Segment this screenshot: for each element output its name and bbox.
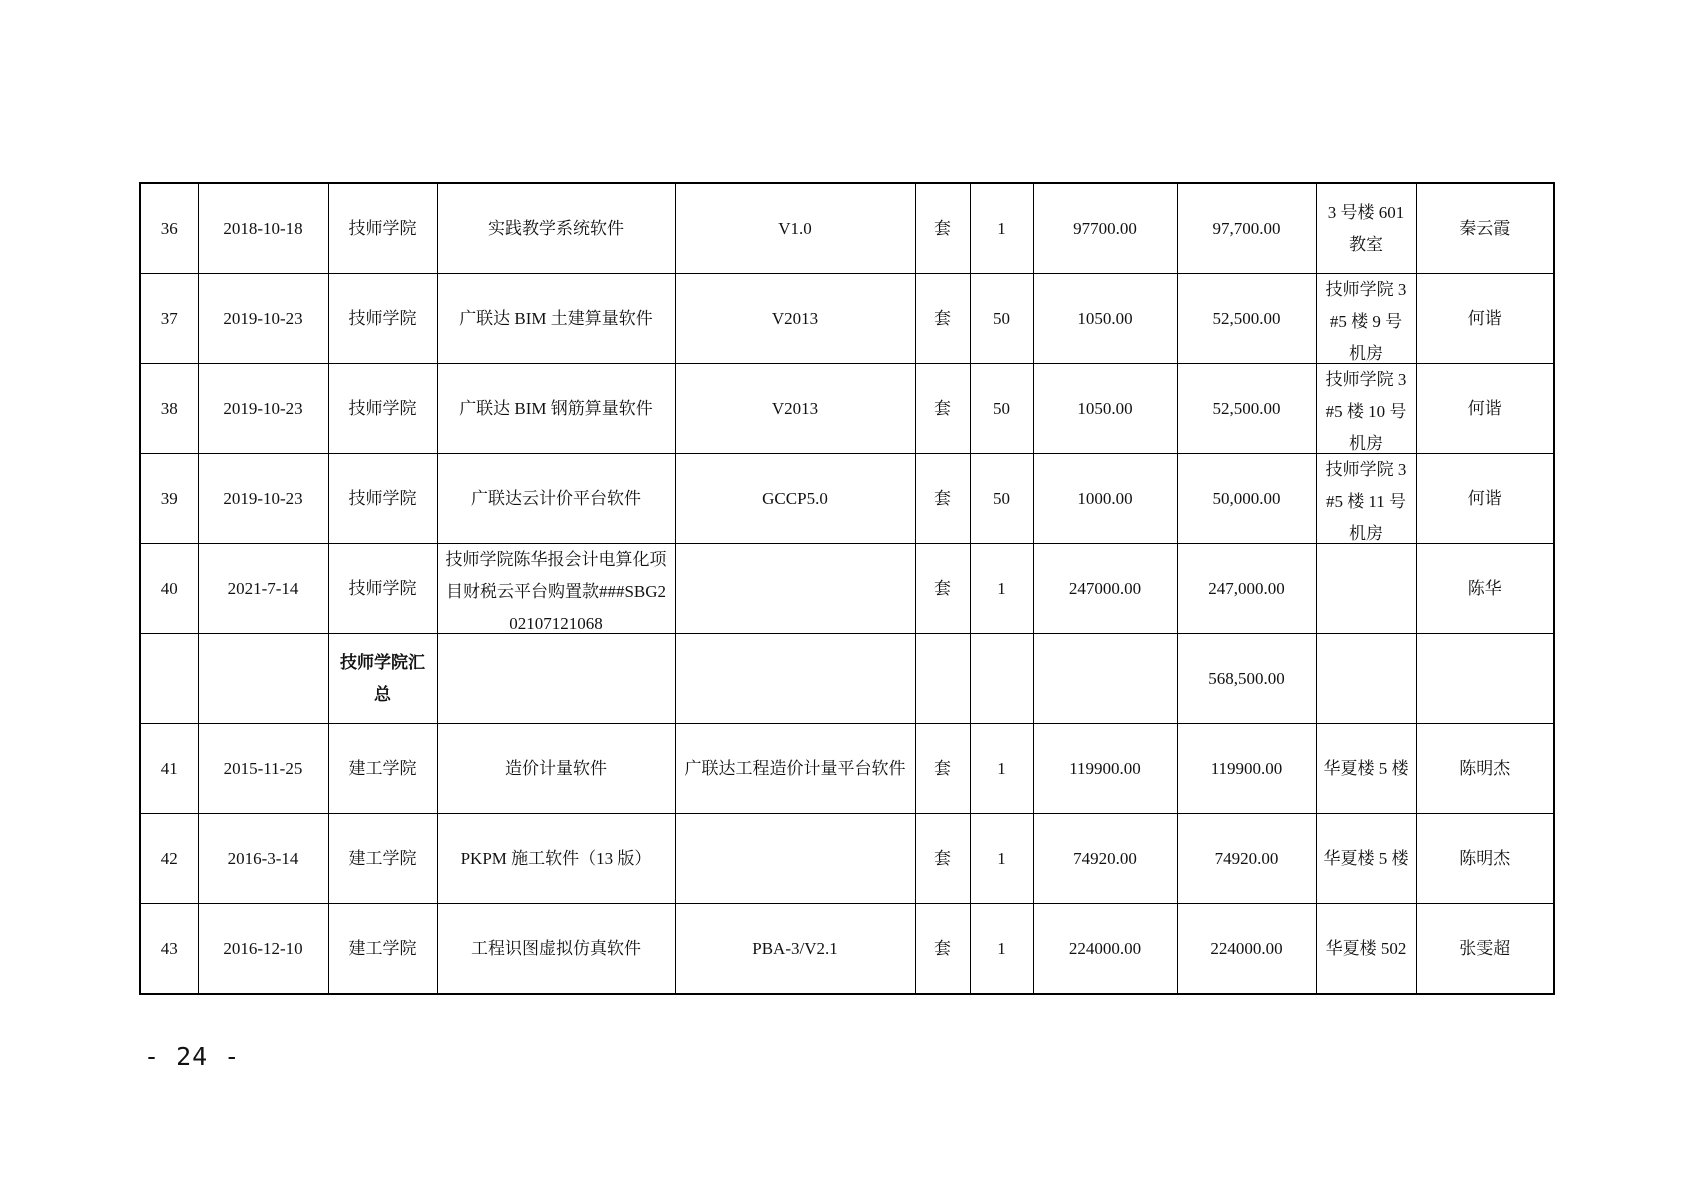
date-cell: 2015-11-25 (198, 724, 328, 814)
department-cell: 技师学院 (328, 454, 437, 544)
location-cell (1316, 364, 1416, 454)
table-row (140, 544, 1554, 634)
page-number: - 24 - (144, 1042, 241, 1071)
software-name-text: 技师学院陈华报会计电算化项目财税云平台购置款###SBG202107121068 (445, 550, 667, 633)
software-name-cell: 造价计量软件 (437, 724, 675, 814)
department-cell: 建工学院 (328, 724, 437, 814)
model-cell (675, 724, 915, 814)
quantity-cell: 50 (970, 454, 1033, 544)
amount-cell: 52,500.00 (1177, 364, 1316, 454)
unit-price-cell: 97700.00 (1033, 183, 1177, 274)
department-cell: 建工学院 (328, 904, 437, 995)
unit-cell: 套 (915, 364, 970, 454)
row-number-cell: 36 (140, 183, 198, 274)
keeper-cell: 陈明杰 (1416, 724, 1554, 814)
location-text: 华夏楼 5 楼 (1323, 848, 1409, 868)
unit-price-cell: 1050.00 (1033, 274, 1177, 364)
keeper-cell: 何谐 (1416, 364, 1554, 454)
table-row (140, 454, 1554, 544)
table-row (140, 814, 1554, 904)
row-number-cell: 40 (140, 544, 198, 634)
model-cell: V2013 (675, 364, 915, 454)
row-number-cell: 42 (140, 814, 198, 904)
amount-cell: 52,500.00 (1177, 274, 1316, 364)
subtotal-label-cell (328, 634, 437, 724)
unit-price-cell: 1000.00 (1033, 454, 1177, 544)
location-cell (1316, 904, 1416, 995)
date-cell: 2018-10-18 (198, 183, 328, 274)
department-cell: 技师学院 (328, 274, 437, 364)
row-number-cell (140, 634, 198, 724)
unit-price-cell: 119900.00 (1033, 724, 1177, 814)
model-text: 广联达工程造价计量平台软件 (684, 758, 906, 778)
row-number-cell: 43 (140, 904, 198, 995)
model-cell: V2013 (675, 274, 915, 364)
date-cell (198, 634, 328, 724)
department-cell: 建工学院 (328, 814, 437, 904)
subtotal-amount-cell: 568,500.00 (1177, 634, 1316, 724)
unit-cell: 套 (915, 814, 970, 904)
location-text: 3 号楼 601 教室 (1327, 202, 1405, 254)
quantity-cell: 1 (970, 814, 1033, 904)
keeper-cell: 陈明杰 (1416, 814, 1554, 904)
model-cell (675, 814, 915, 904)
unit-cell: 套 (915, 544, 970, 634)
row-number-cell: 39 (140, 454, 198, 544)
software-name-cell: 广联达 BIM 钢筋算量软件 (437, 364, 675, 454)
amount-cell: 74920.00 (1177, 814, 1316, 904)
model-cell (675, 634, 915, 724)
quantity-cell: 1 (970, 904, 1033, 995)
keeper-cell (1416, 634, 1554, 724)
keeper-cell: 陈华 (1416, 544, 1554, 634)
date-cell: 2019-10-23 (198, 364, 328, 454)
location-cell (1316, 634, 1416, 724)
table-row (140, 183, 1554, 274)
software-asset-table (139, 182, 1555, 995)
location-cell (1316, 454, 1416, 544)
quantity-cell (970, 634, 1033, 724)
location-cell (1316, 814, 1416, 904)
software-name-cell (437, 544, 675, 634)
date-cell: 2021-7-14 (198, 544, 328, 634)
software-name-cell: 广联达云计价平台软件 (437, 454, 675, 544)
model-cell (675, 544, 915, 634)
department-cell: 技师学院 (328, 364, 437, 454)
table-row (140, 724, 1554, 814)
location-cell (1316, 183, 1416, 274)
date-cell: 2019-10-23 (198, 454, 328, 544)
table-row (140, 274, 1554, 364)
software-name-cell: PKPM 施工软件（13 版） (437, 814, 675, 904)
unit-price-cell (1033, 634, 1177, 724)
subtotal-label: 技师学院汇总 (340, 652, 425, 704)
quantity-cell: 1 (970, 724, 1033, 814)
location-text: 技师学院 3#5 楼 10 号机房 (1325, 370, 1407, 453)
location-text: 华夏楼 502 (1325, 938, 1407, 958)
software-name-cell: 广联达 BIM 土建算量软件 (437, 274, 675, 364)
keeper-cell: 秦云霞 (1416, 183, 1554, 274)
unit-price-cell: 74920.00 (1033, 814, 1177, 904)
location-text: 技师学院 3#5 楼 9 号机房 (1325, 280, 1407, 363)
amount-cell: 247,000.00 (1177, 544, 1316, 634)
location-cell (1316, 274, 1416, 364)
model-cell: V1.0 (675, 183, 915, 274)
unit-cell: 套 (915, 904, 970, 995)
quantity-cell: 50 (970, 274, 1033, 364)
quantity-cell: 1 (970, 544, 1033, 634)
table-row (140, 904, 1554, 995)
unit-cell: 套 (915, 274, 970, 364)
location-text: 技师学院 3#5 楼 11 号机房 (1325, 460, 1407, 543)
unit-price-cell: 1050.00 (1033, 364, 1177, 454)
row-number-cell: 41 (140, 724, 198, 814)
quantity-cell: 50 (970, 364, 1033, 454)
unit-cell: 套 (915, 724, 970, 814)
date-cell: 2019-10-23 (198, 274, 328, 364)
row-number-cell: 38 (140, 364, 198, 454)
unit-cell: 套 (915, 454, 970, 544)
amount-cell: 50,000.00 (1177, 454, 1316, 544)
unit-price-cell: 224000.00 (1033, 904, 1177, 995)
model-cell: GCCP5.0 (675, 454, 915, 544)
department-cell: 技师学院 (328, 183, 437, 274)
table-row (140, 364, 1554, 454)
date-cell: 2016-3-14 (198, 814, 328, 904)
keeper-cell: 何谐 (1416, 454, 1554, 544)
location-cell (1316, 544, 1416, 634)
date-cell: 2016-12-10 (198, 904, 328, 995)
keeper-cell: 何谐 (1416, 274, 1554, 364)
amount-cell: 119900.00 (1177, 724, 1316, 814)
location-text: 华夏楼 5 楼 (1323, 758, 1409, 778)
amount-cell: 97,700.00 (1177, 183, 1316, 274)
unit-cell: 套 (915, 183, 970, 274)
amount-cell: 224000.00 (1177, 904, 1316, 995)
software-name-cell: 工程识图虚拟仿真软件 (437, 904, 675, 995)
location-cell (1316, 724, 1416, 814)
department-cell: 技师学院 (328, 544, 437, 634)
keeper-cell: 张雯超 (1416, 904, 1554, 995)
unit-cell (915, 634, 970, 724)
unit-price-cell: 247000.00 (1033, 544, 1177, 634)
subtotal-row (140, 634, 1554, 724)
software-name-cell: 实践教学系统软件 (437, 183, 675, 274)
row-number-cell: 37 (140, 274, 198, 364)
quantity-cell: 1 (970, 183, 1033, 274)
model-cell: PBA-3/V2.1 (675, 904, 915, 995)
software-name-cell (437, 634, 675, 724)
